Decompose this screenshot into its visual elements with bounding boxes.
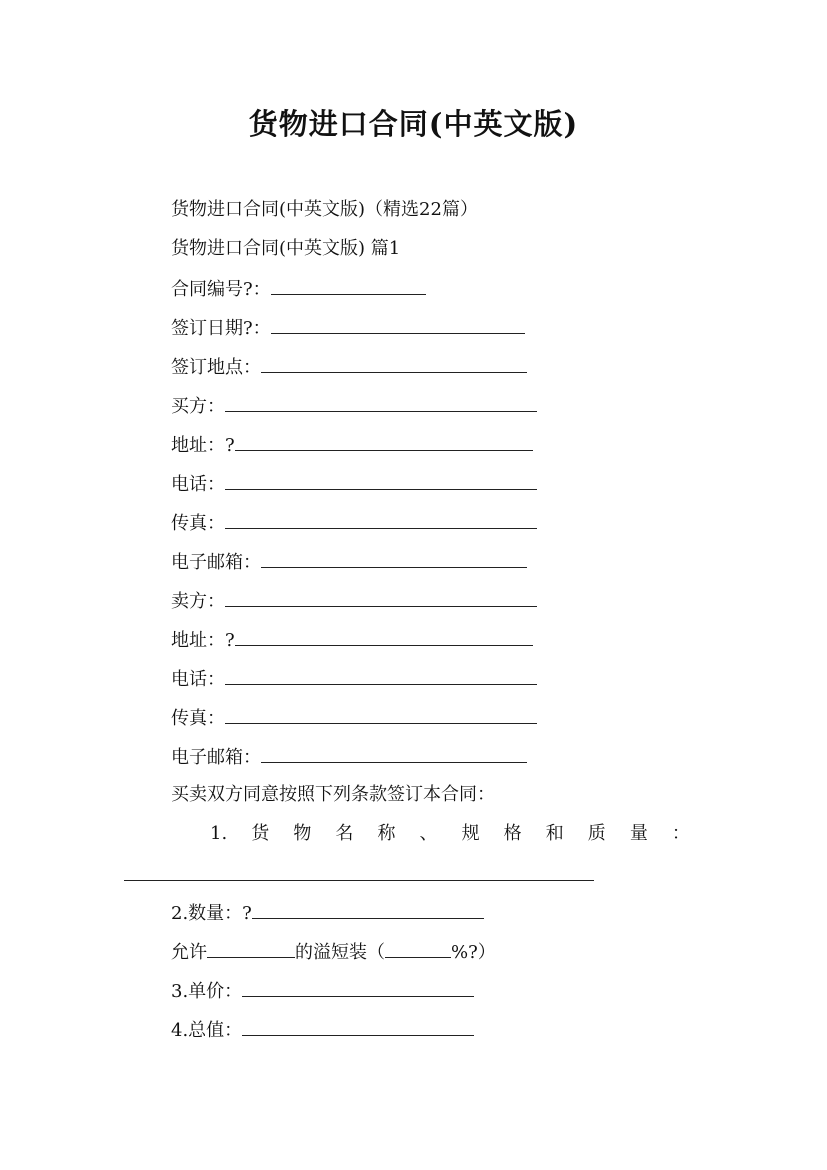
field-label: 4.总值：: [171, 1020, 243, 1041]
item-char: 格: [503, 823, 522, 844]
blank-line[interactable]: [235, 627, 533, 646]
field-buyer-address[interactable]: [171, 432, 533, 458]
field-label: 传真：: [171, 708, 225, 729]
item-3-unit-price[interactable]: [171, 978, 474, 1004]
blank-line[interactable]: [271, 315, 525, 334]
blank-line[interactable]: [225, 666, 537, 685]
field-label: 2.数量：?: [171, 903, 252, 924]
blank-line[interactable]: [271, 276, 426, 295]
blank-line[interactable]: [225, 705, 537, 724]
item-char: 规: [461, 823, 480, 844]
field-label: 3.单价：: [171, 981, 243, 1002]
blank-line[interactable]: [242, 978, 474, 997]
item-char: 物: [293, 823, 312, 844]
field-label: 卖方：: [171, 591, 225, 612]
field-label: 传真：: [171, 513, 225, 534]
section-heading: 货物进口合同(中英文版) 篇1: [171, 238, 401, 259]
item-char: 量: [629, 823, 648, 844]
item-char: 、: [419, 823, 438, 844]
field-seller[interactable]: [171, 588, 537, 614]
item-1-heading: [210, 822, 690, 846]
field-sign-date[interactable]: [171, 315, 525, 341]
field-label: 合同编号?：: [171, 279, 271, 300]
blank-line[interactable]: [242, 1017, 474, 1036]
blank-line[interactable]: [225, 510, 537, 529]
item-char: 货: [251, 823, 270, 844]
field-label: 地址：?: [171, 435, 235, 456]
item-4-total-value[interactable]: [171, 1017, 474, 1043]
blank-line[interactable]: [261, 354, 527, 373]
field-label: 电话：: [171, 669, 225, 690]
field-label: 地址：?: [171, 630, 235, 651]
item-char: 和: [545, 823, 564, 844]
item-char: 名: [335, 823, 354, 844]
item-2-quantity[interactable]: [171, 900, 484, 926]
blank-line[interactable]: [261, 744, 527, 763]
field-label: 的溢短装（: [295, 942, 385, 963]
field-label: 电子邮箱：: [171, 747, 261, 768]
field-buyer-phone[interactable]: [171, 471, 537, 497]
item-char: 1.: [210, 823, 228, 844]
field-contract-number[interactable]: [171, 276, 426, 302]
blank-line[interactable]: [225, 471, 537, 490]
blank-line[interactable]: [124, 880, 594, 881]
item-char: 称: [377, 823, 396, 844]
field-label: 签订日期?：: [171, 318, 271, 339]
field-seller-phone[interactable]: [171, 666, 537, 692]
field-label: 签订地点：: [171, 357, 261, 378]
document-subtitle: 货物进口合同(中英文版)（精选22篇）: [171, 199, 478, 220]
item-char: ：: [671, 823, 690, 844]
field-label: %?）: [451, 942, 496, 963]
field-seller-address[interactable]: [171, 627, 533, 653]
tolerance-clause[interactable]: [171, 939, 496, 965]
blank-line[interactable]: [225, 588, 537, 607]
field-buyer[interactable]: [171, 393, 537, 419]
blank-line[interactable]: [225, 393, 537, 412]
field-buyer-fax[interactable]: [171, 510, 537, 536]
field-buyer-email[interactable]: [171, 549, 527, 575]
field-label: 允许: [171, 942, 207, 963]
document-title: 货物进口合同(中英文版): [248, 107, 579, 141]
blank-line[interactable]: [385, 939, 451, 958]
blank-line[interactable]: [207, 939, 295, 958]
field-seller-email[interactable]: [171, 744, 527, 770]
item-char: 质: [587, 823, 606, 844]
agreement-statement: 买卖双方同意按照下列条款签订本合同：: [171, 784, 495, 805]
blank-line[interactable]: [235, 432, 533, 451]
field-label: 电话：: [171, 474, 225, 495]
blank-line[interactable]: [252, 900, 484, 919]
field-sign-place[interactable]: [171, 354, 527, 380]
field-label: 买方：: [171, 396, 225, 417]
blank-line[interactable]: [261, 549, 527, 568]
field-label: 电子邮箱：: [171, 552, 261, 573]
field-seller-fax[interactable]: [171, 705, 537, 731]
